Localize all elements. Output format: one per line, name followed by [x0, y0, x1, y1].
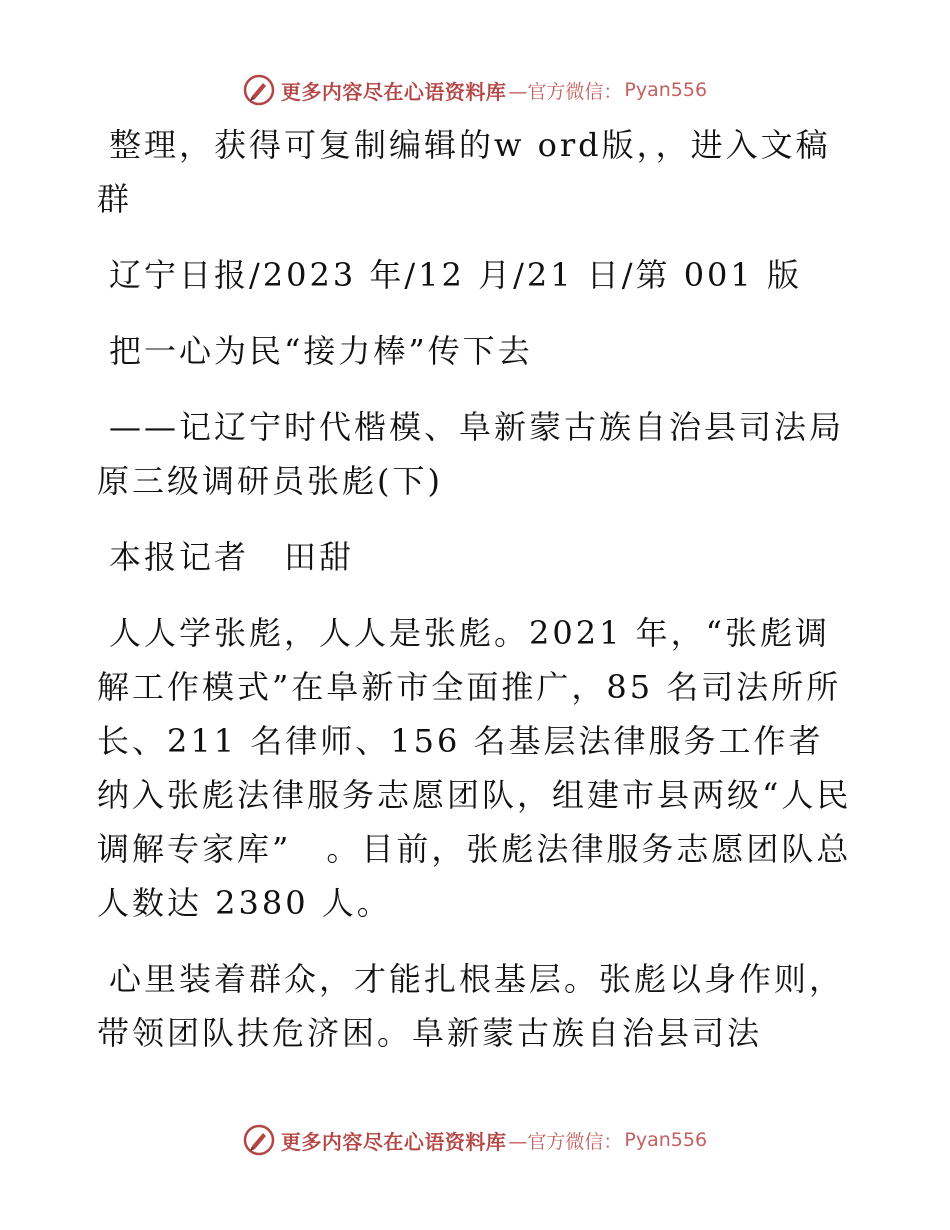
watermark-header: [0, 70, 950, 110]
article-subtitle: ——记辽宁时代楷模、阜新蒙古族自治县司法局原三级调研员张彪(下): [97, 408, 845, 500]
article-title: 把一心为民“接力棒”传下去: [109, 332, 533, 370]
pen-logo-icon: [243, 74, 275, 106]
footer-brand-text: 更多内容尽在心语资料库: [280, 1129, 507, 1154]
header-brand-text: 更多内容尽在心语资料库: [280, 79, 507, 104]
byline: 本报记者 田甜: [109, 538, 355, 576]
footer-wechat-id: Pyan556: [624, 1129, 708, 1151]
body-paragraph-2: 心里装着群众，才能扎根基层。张彪以身作则，带领团队扶危济困。阜新蒙古族自治县司法: [97, 960, 845, 1052]
footer-wechat-label: —官方微信：: [508, 1130, 623, 1153]
document-body: [97, 118, 857, 1082]
body-paragraph-1: 人人学张彪，人人是张彪。2021 年，“张彪调解工作模式”在阜新市全面推广，85 名司法所所长、211 名律师、156 名基层法律服务工作者纳入张彪法律服务志愿团队，组建市县两级“人民调解专家库” 。目前，张彪法律服务志愿团队总人数达 2380 人。: [97, 614, 852, 922]
watermark-footer: [0, 1120, 950, 1160]
source-line: 辽宁日报/2023 年/12 月/21 日/第 001 版: [109, 256, 802, 294]
header-wechat-label: —官方微信：: [508, 80, 623, 103]
intro-note: 整理，获得可复制编辑的w ord版，，进入文稿群: [97, 126, 831, 218]
header-wechat-id: Pyan556: [624, 79, 708, 101]
pen-logo-icon: [243, 1124, 275, 1156]
